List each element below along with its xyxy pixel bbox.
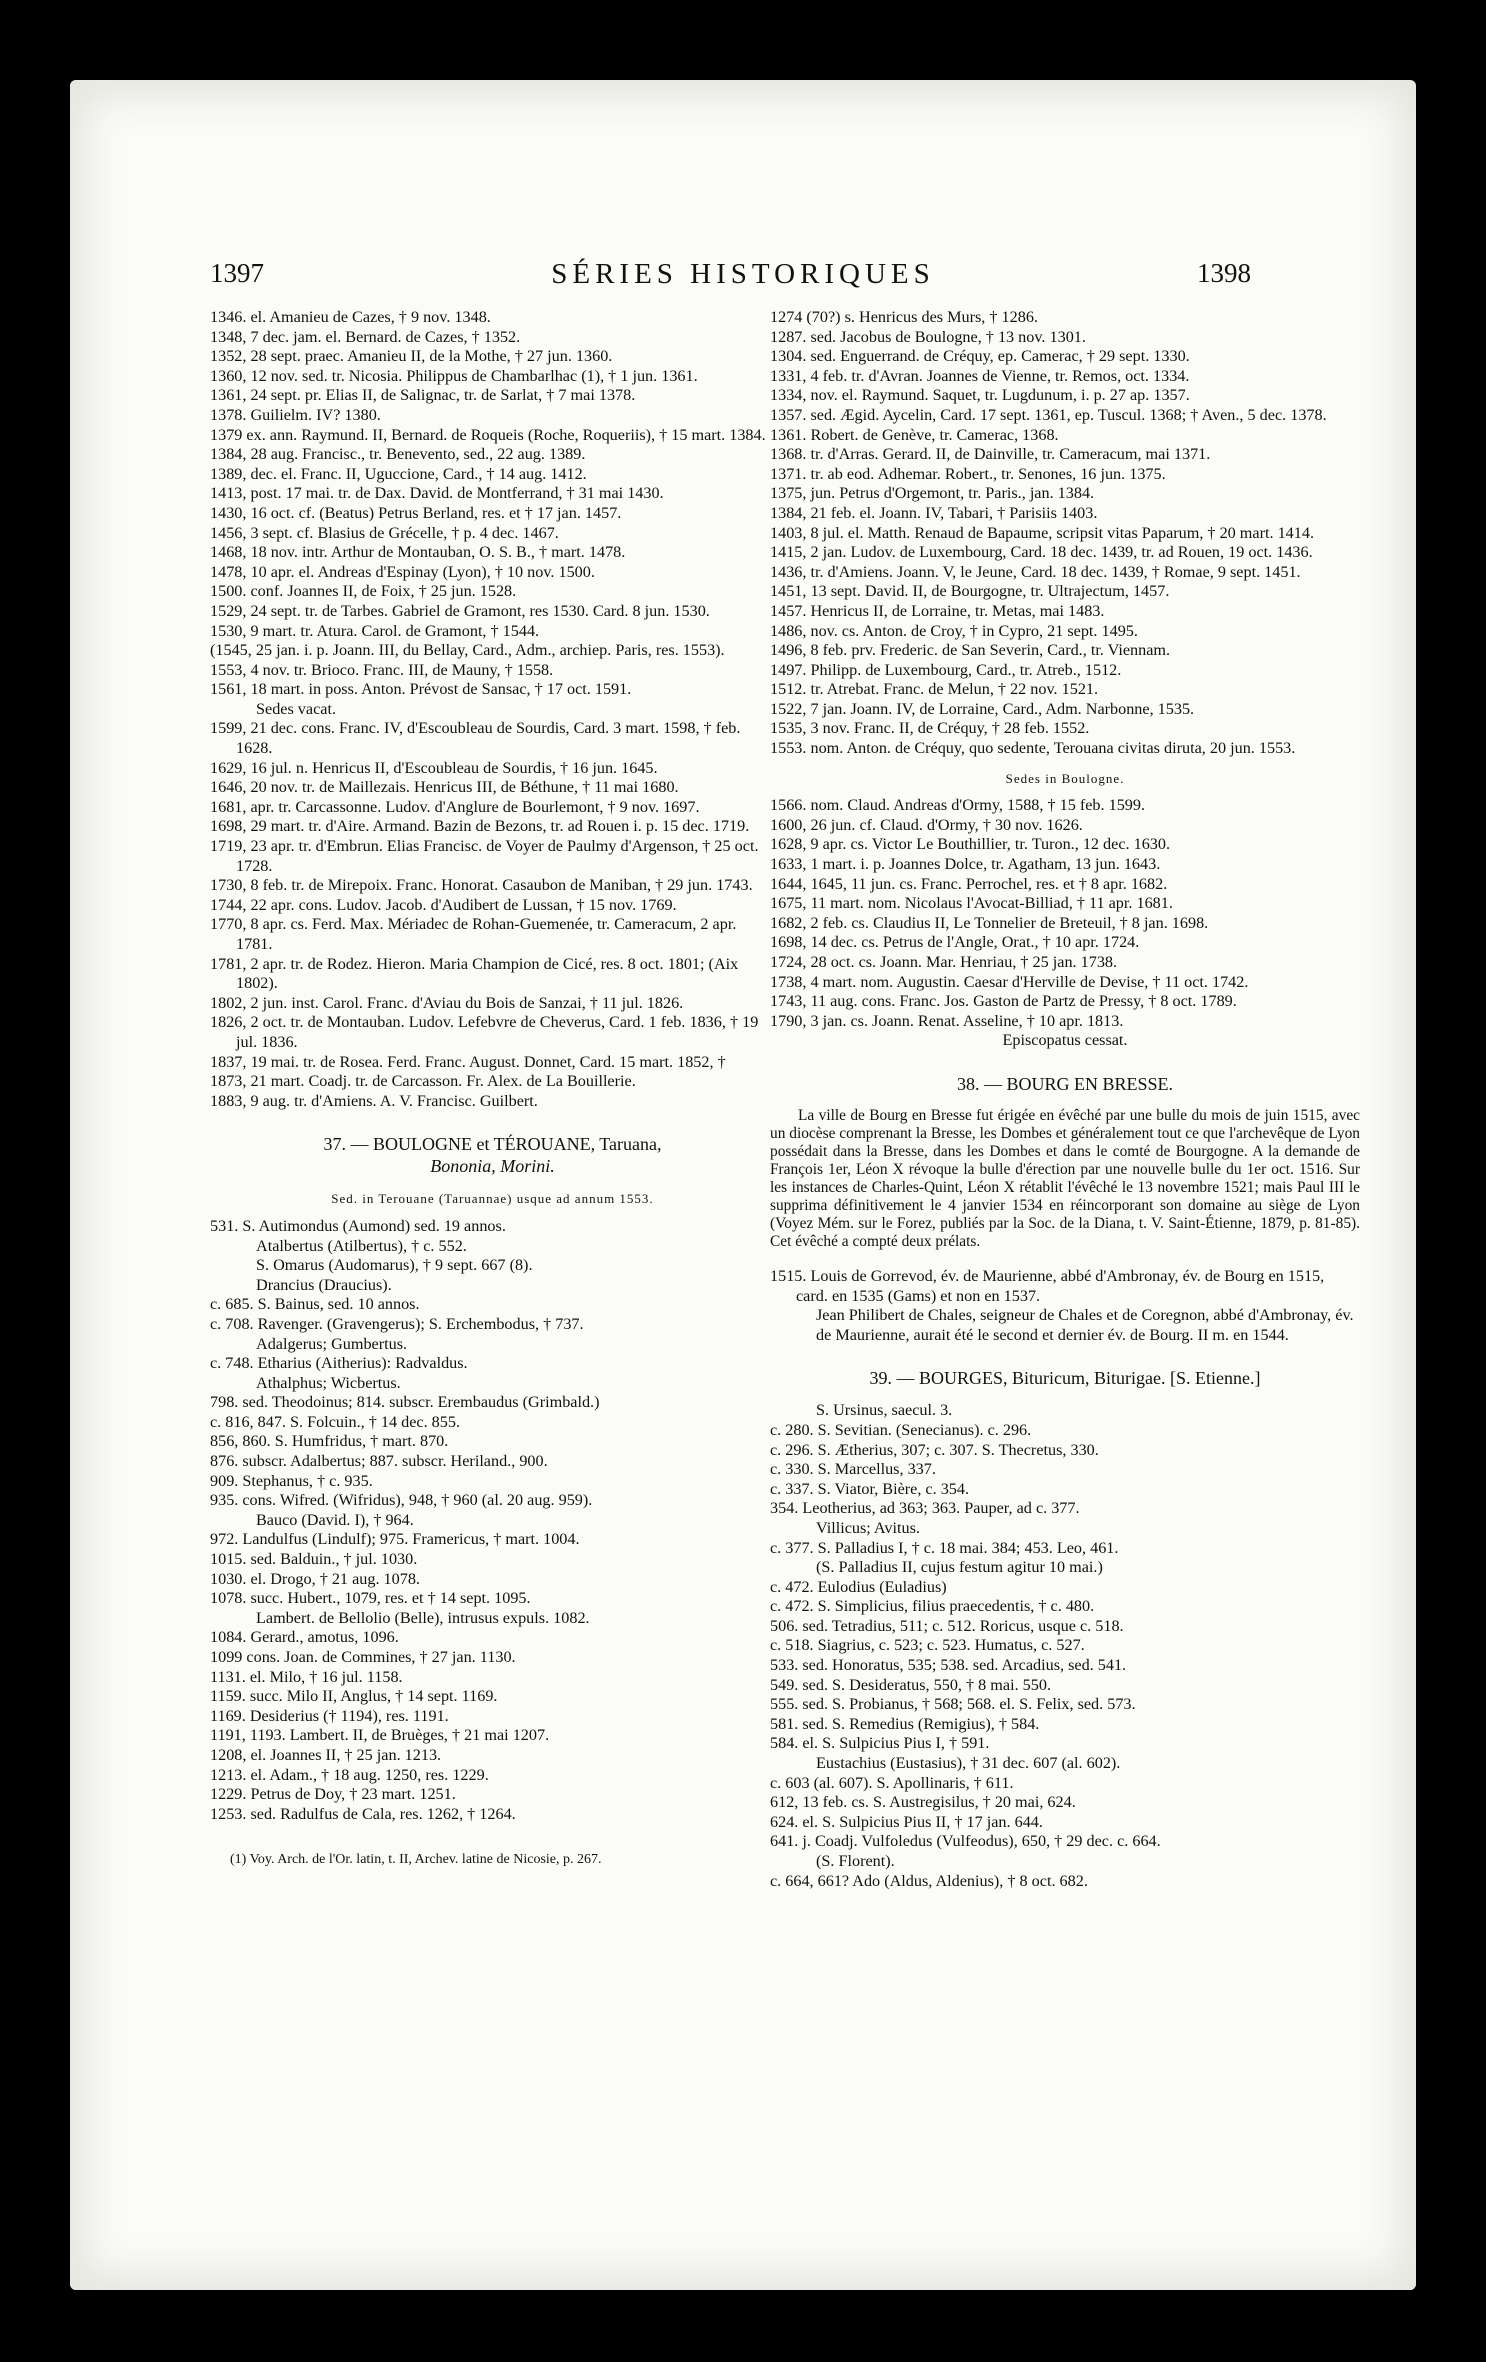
list-entry: 1719, 23 apr. tr. d'Embrun. Elias Francisc. de Voyer de Paulmy d'Argenson, † 25 oct. 1728. xyxy=(210,837,759,875)
list-entry: 1208, el. Joannes II, † 25 jan. 1213. xyxy=(210,1745,442,1764)
document-page xyxy=(70,80,1416,2290)
list-entry: 549. sed. S. Desideratus, 550, † 8 mai. 550. xyxy=(770,1675,1052,1694)
bourges-list xyxy=(770,1401,1360,1891)
list-entry: 1682, 2 feb. cs. Claudius II, Le Tonnelier de Breteuil, † 8 jan. 1698. xyxy=(770,913,1209,932)
list-entry: 1826, 2 oct. tr. de Montauban. Ludov. Lefebvre de Cheverus, Card. 1 feb. 1836, † 19 jul. 1836. xyxy=(210,1013,759,1051)
sedes-boulogne: Sedes in Boulogne. xyxy=(1005,770,1125,786)
section-37-heading xyxy=(210,1133,775,1177)
list-entry: 1430, 16 oct. cf. (Beatus) Petrus Berland, res. et † 17 jan. 1457. xyxy=(210,503,622,522)
list-entry: 1561, 18 mart. in poss. Anton. Prévost de Sansac, † 17 oct. 1591. xyxy=(210,680,632,699)
section-39-title: 39. — BOURGES, Bituricum, Biturigae. [S. Etienne.] xyxy=(869,1368,1261,1389)
list-entry: 1378. Guilielm. IV? 1380. xyxy=(210,405,381,424)
list-entry: 1781, 2 apr. tr. de Rodez. Hieron. Maria Champion de Cicé, res. 8 oct. 1801; (Aix 1802). xyxy=(210,954,739,993)
page-number-left: 1397 xyxy=(210,258,264,288)
list-entry: 1352, 28 sept. praec. Amanieu II, de la Mothe, † 27 jun. 1360. xyxy=(210,347,613,366)
list-entry: 1566. nom. Claud. Andreas d'Ormy, 1588, † 15 feb. 1599. xyxy=(770,796,1146,815)
list-entry: 1253. sed. Radulfus de Cala, res. 1262, † 1264. xyxy=(210,1804,516,1823)
list-entry: 1229. Petrus de Doy, † 23 mart. 1251. xyxy=(210,1785,456,1804)
list-entry: 612, 13 feb. cs. S. Austregisilus, † 20 mai, 624. xyxy=(770,1793,1076,1812)
list-entry: 1457. Henricus II, de Lorraine, tr. Metas, mai 1483. xyxy=(770,601,1105,620)
list-entry: 1883, 9 aug. tr. d'Amiens. A. V. Francisc. Guilbert. xyxy=(210,1091,538,1110)
list-entry: 1368. tr. d'Arras. Gerard. II, de Dainville, tr. Cameracum, mai 1371. xyxy=(770,445,1211,464)
list-entry: S. Ursinus, saecul. 3. xyxy=(816,1401,953,1420)
list-entry: 1802, 2 jun. inst. Carol. Franc. d'Aviau du Bois de Sanzai, † 11 jul. 1826. xyxy=(210,993,684,1012)
list-entry: 856, 860. S. Humfridus, † mart. 870. xyxy=(210,1432,449,1451)
list-entry: c. 664, 661? Ado (Aldus, Aldenius), † 8 oct. 682. xyxy=(770,1871,1088,1890)
list-entry: 1629, 16 jul. n. Henricus II, d'Escoubleau de Sourdis, † 16 jun. 1645. xyxy=(210,758,658,777)
list-entry: (S. Palladius II, cujus festum agitur 10 mai.) xyxy=(816,1558,1103,1577)
list-entry: 1436, tr. d'Amiens. Joann. V, le Jeune, Card. 18 dec. 1439, † Romae, 9 sept. 1451. xyxy=(770,562,1301,581)
list-entry: c. 816, 847. S. Folcuin., † 14 dec. 855. xyxy=(210,1412,460,1431)
section-37-subtitle: Bononia, Morini. xyxy=(430,1156,555,1177)
list-entry: 909. Stephanus, † c. 935. xyxy=(210,1471,373,1490)
list-entry: 1371. tr. ab eod. Adhemar. Robert., tr. Senones, 16 jun. 1375. xyxy=(770,464,1166,483)
section-38-entry-cont: Jean Philibert de Chales, seigneur de Chales et de Coregnon, abbé d'Ambronay, év. de Maurienne, aurait été le second et dernier év. de Bourg. II m. en 1544. xyxy=(816,1306,1354,1344)
list-entry: 1529, 24 sept. tr. de Tarbes. Gabriel de Gramont, res 1530. Card. 8 jun. 1530. xyxy=(210,601,710,620)
list-entry: 1628, 9 apr. cs. Victor Le Bouthillier, tr. Turon., 12 dec. 1630. xyxy=(770,835,1171,854)
list-entry: 1451, 13 sept. David. II, de Bourgogne, tr. Ultrajectum, 1457. xyxy=(770,582,1170,601)
list-entry: 1744, 22 apr. cons. Ludov. Jacob. d'Audibert de Lussan, † 15 nov. 1769. xyxy=(210,895,677,914)
list-entry: 1384, 28 aug. Francisc., tr. Benevento, sed., 22 aug. 1389. xyxy=(210,445,586,464)
list-entry: 1530, 9 mart. tr. Atura. Carol. de Gramont, † 1544. xyxy=(210,621,540,640)
list-entry: 1553. nom. Anton. de Créquy, quo sedente, Terouana civitas diruta, 20 jun. 1553. xyxy=(770,739,1296,758)
list-entry: 1599, 21 dec. cons. Franc. IV, d'Escoubleau de Sourdis, Card. 3 mart. 1598, † feb. 1628. xyxy=(210,719,741,758)
list-entry: 1084. Gerard., amotus, 1096. xyxy=(210,1628,399,1647)
list-entry: 1361. Robert. de Genève, tr. Camerac, 1368. xyxy=(770,425,1059,444)
list-entry: c. 518. Siagrius, c. 523; c. 523. Humatus, c. 527. xyxy=(770,1636,1085,1655)
list-entry: 1030. el. Drogo, † 21 aug. 1078. xyxy=(210,1569,420,1588)
list-entry: (1545, 25 jan. i. p. Joann. III, du Bellay, Card., Adm., archiep. Paris, res. 1553). xyxy=(210,641,725,660)
list-entry: 584. el. S. Sulpicius Pius I, † 591. xyxy=(770,1734,990,1753)
list-entry: Drancius (Draucius). xyxy=(256,1275,392,1294)
list-entry: 1724, 28 oct. cs. Joann. Mar. Henriau, † 25 jan. 1738. xyxy=(770,953,1118,971)
list-entry: 1099 cons. Joan. de Commines, † 27 jan. 1130. xyxy=(210,1648,516,1666)
list-entry: 1486, nov. cs. Anton. de Croy, † in Cypro, 21 sept. 1495. xyxy=(770,621,1138,640)
footnote: (1) Voy. Arch. de l'Or. latin, t. II, Archev. latine de Nicosie, p. 267. xyxy=(230,1852,602,1868)
list-entry: 1698, 29 mart. tr. d'Aire. Armand. Bazin de Bezons, tr. ad Rouen i. p. 15 dec. 1719. xyxy=(210,817,750,836)
list-entry: 1361, 24 sept. pr. Elias II, de Salignac, tr. de Sarlat, † 7 mai 1378. xyxy=(210,386,636,405)
list-entry: c. 472. S. Simplicius, filius praecedentis, † c. 480. xyxy=(770,1597,1095,1616)
list-entry: 1681, apr. tr. Carcassonne. Ludov. d'Anglure de Bourlemont, † 9 nov. 1697. xyxy=(210,797,700,816)
list-entry: 1730, 8 feb. tr. de Mirepoix. Franc. Honorat. Casaubon de Maniban, † 29 jun. 1743. xyxy=(210,876,753,895)
list-entry: 1600, 26 jun. cf. Claud. d'Ormy, † 30 nov. 1626. xyxy=(770,815,1083,834)
list-entry: Athalphus; Wicbertus. xyxy=(256,1373,401,1392)
list-entry: Bauco (David. I), † 964. xyxy=(256,1510,414,1529)
list-entry: 1078. succ. Hubert., 1079, res. et † 14 sept. 1095. xyxy=(210,1589,531,1608)
bordeaux-list xyxy=(210,308,775,1111)
list-entry: 531. S. Autimondus (Aumond) sed. 19 annos. xyxy=(210,1216,506,1235)
list-entry: 641. j. Coadj. Vulfoledus (Vulfeodus), 650, † 29 dec. c. 664. xyxy=(770,1832,1161,1851)
list-entry: 1413, post. 17 mai. tr. de Dax. David. de Montferrand, † 31 mai 1430. xyxy=(210,484,664,503)
list-entry: Eustachius (Eustasius), † 31 dec. 607 (al. 602). xyxy=(816,1754,1121,1773)
list-entry: c. 296. S. Ætherius, 307; c. 307. S. Thecretus, 330. xyxy=(770,1440,1099,1459)
list-entry: 1360, 12 nov. sed. tr. Nicosia. Philippus de Chambarlhac (1), † 1 jun. 1361. xyxy=(210,366,698,385)
list-entry: 1159. succ. Milo II, Anglus, † 14 sept. 1169. xyxy=(210,1687,498,1706)
episcopatus-cessat: Episcopatus cessat. xyxy=(1002,1031,1128,1050)
list-entry: 1535, 3 nov. Franc. II, de Créquy, † 28 feb. 1552. xyxy=(770,719,1090,738)
list-entry: 1169. Desiderius († 1194), res. 1191. xyxy=(210,1706,449,1725)
list-entry: 555. sed. S. Probianus, † 568; 568. el. S. Felix, sed. 573. xyxy=(770,1695,1136,1714)
list-entry: 1644, 1645, 11 jun. cs. Franc. Perrochel, res. et † 8 apr. 1682. xyxy=(770,874,1168,893)
list-entry: 1522, 7 jan. Joann. IV, de Lorraine, Card., Adm. Narbonne, 1535. xyxy=(770,699,1195,718)
list-entry: 624. el. S. Sulpicius Pius II, † 17 jan. 644. xyxy=(770,1812,1043,1831)
list-entry: 1646, 20 nov. tr. de Maillezais. Henricus III, de Béthune, † 11 mai 1680. xyxy=(210,778,679,797)
list-entry: 1456, 3 sept. cf. Blasius de Grécelle, † p. 4 dec. 1467. xyxy=(210,523,559,542)
section-37-title: 37. — BOULOGNE et TÉROUANE, Taruana, xyxy=(323,1134,662,1155)
list-entry: 1375, jun. Petrus d'Orgemont, tr. Paris., jan. 1384. xyxy=(770,484,1095,503)
list-entry: c. 377. S. Palladius I, † c. 18 mai. 384; 453. Leo, 461. xyxy=(770,1538,1119,1557)
list-entry: c. 748. Etharius (Aitherius): Radvaldus. xyxy=(210,1354,468,1373)
list-entry: 935. cons. Wifred. (Wifridus), 948, † 960 (al. 20 aug. 959). xyxy=(210,1491,593,1510)
list-entry: c. 280. S. Sevitian. (Senecianus). c. 296. xyxy=(770,1420,1032,1439)
list-entry: 1468, 18 nov. intr. Arthur de Montauban, O. S. B., † mart. 1478. xyxy=(210,543,626,562)
list-entry: 1389, dec. el. Franc. II, Uguccione, Card., † 14 aug. 1412. xyxy=(210,464,587,483)
list-entry: Atalbertus (Atilbertus), † c. 552. xyxy=(256,1236,467,1255)
list-entry: 798. sed. Theodoinus; 814. subscr. Erembaudus (Grimbald.) xyxy=(210,1393,600,1412)
list-entry: 1675, 11 mart. nom. Nicolaus l'Avocat-Billiad, † 11 apr. 1681. xyxy=(770,894,1173,913)
list-entry: 1790, 3 jan. cs. Joann. Renat. Asseline, † 10 apr. 1813. xyxy=(770,1011,1124,1030)
list-entry: 876. subscr. Adalbertus; 887. subscr. Heriland., 900. xyxy=(210,1452,548,1471)
list-entry: 1478, 10 apr. el. Andreas d'Espinay (Lyon), † 10 nov. 1500. xyxy=(210,562,595,581)
list-entry: 1274 (70?) s. Henricus des Murs, † 1286. xyxy=(770,308,1038,326)
list-entry: 1357. sed. Ægid. Aycelin, Card. 17 sept. 1361, ep. Tuscul. 1368; † Aven., 5 dec. 1378. xyxy=(770,405,1327,424)
list-entry: Adalgerus; Gumbertus. xyxy=(256,1334,408,1353)
running-title: SÉRIES HISTORIQUES xyxy=(551,258,935,290)
list-entry: 1191, 1193. Lambert. II, de Bruèges, † 21 mai 1207. xyxy=(210,1726,550,1745)
list-entry: Sedes vacat. xyxy=(256,699,337,718)
list-entry: S. Omarus (Audomarus), † 9 sept. 667 (8). xyxy=(256,1256,533,1275)
list-entry: Lambert. de Bellolio (Belle), intrusus expuls. 1082. xyxy=(256,1608,590,1627)
list-entry: (S. Florent). xyxy=(816,1852,895,1870)
list-entry: 1334, nov. el. Raymund. Saquet, tr. Lugdunum, i. p. 27 ap. 1357. xyxy=(770,386,1190,405)
list-entry: c. 337. S. Viator, Bière, c. 354. xyxy=(770,1479,970,1498)
section-38-paragraph: La ville de Bourg en Bresse fut érigée en évêché par une bulle du mois de juin 1515, avec un diocèse comprenant la Bresse, les Dombes et généralement tout ce que l'archevêque de Lyon possédait dans la Bresse, dans les Dombes et dans le comté de Bourgogne. A la demande de François 1er, Léon X révoque la bulle d'érection par une nouvelle bulle du 1er oct. 1516. Sur les instances de Charles-Quint, Léon X rétablit l'évêché le 13 novembre 1521; mais Paul III le supprima définitivement le 4 janvier 1534 en réincorporant son domaine au siège de Lyon (Voyez Mém. sur le Forez, publiés par la Soc. de la Diana, t. V. Saint-Étienne, 1879, p. 81-85). Cet évêché a compté deux prélats. xyxy=(770,1106,1360,1250)
list-entry: 1633, 1 mart. i. p. Joannes Dolce, tr. Agatham, 13 jun. 1643. xyxy=(770,855,1161,874)
list-entry: 1348, 7 dec. jam. el. Bernard. de Cazes, † 1352. xyxy=(210,327,521,346)
list-entry: 506. sed. Tetradius, 511; c. 512. Roricus, usque c. 518. xyxy=(770,1616,1124,1635)
list-entry: 1384, 21 feb. el. Joann. IV, Tabari, † Parisiis 1403. xyxy=(770,503,1098,522)
sedes-terouane: Sed. in Terouane (Taruannae) usque ad annum 1553. xyxy=(331,1191,654,1207)
list-entry: 1497. Philipp. de Luxembourg, Card., tr. Atreb., 1512. xyxy=(770,660,1122,679)
list-entry: 1403, 8 jul. el. Matth. Renaud de Bapaume, scripsit vitas Paparum, † 20 mart. 1414. xyxy=(770,523,1314,542)
list-entry: 1287. sed. Jacobus de Boulogne, † 13 nov. 1301. xyxy=(770,327,1086,346)
list-entry: 1500. conf. Joannes II, de Foix, † 25 jun. 1528. xyxy=(210,582,517,601)
section-39-heading xyxy=(770,1367,1360,1389)
terouane-list xyxy=(210,1217,775,1824)
list-entry: c. 472. Eulodius (Euladius) xyxy=(770,1577,947,1596)
page-number-right: 1398 xyxy=(1197,258,1251,288)
section-38-heading xyxy=(770,1073,1360,1095)
list-entry: 533. sed. Honoratus, 535; 538. sed. Arcadius, sed. 541. xyxy=(770,1656,1127,1675)
list-entry: 1837, 19 mai. tr. de Rosea. Ferd. Franc. August. Donnet, Card. 15 mart. 1852, † xyxy=(210,1052,726,1071)
list-entry: 1304. sed. Enguerrand. de Créquy, ep. Camerac, † 29 sept. 1330. xyxy=(770,347,1190,366)
page-header xyxy=(70,258,1416,298)
list-entry: c. 685. S. Bainus, sed. 10 annos. xyxy=(210,1295,420,1314)
list-entry: 1331, 4 feb. tr. d'Avran. Joannes de Vienne, tr. Remos, oct. 1334. xyxy=(770,366,1190,385)
left-column xyxy=(210,308,775,1884)
list-entry: Villicus; Avitus. xyxy=(816,1518,920,1537)
right-column xyxy=(770,308,1360,1891)
list-entry: 1553, 4 nov. tr. Brioco. Franc. III, de Mauny, † 1558. xyxy=(210,660,554,679)
list-entry: 1346. el. Amanieu de Cazes, † 9 nov. 1348. xyxy=(210,308,491,326)
list-entry: c. 708. Ravenger. (Gravengerus); S. Erchembodus, † 737. xyxy=(210,1314,584,1333)
section-38-entry: 1515. Louis de Gorrevod, év. de Maurienne, abbé d'Ambronay, év. de Bourg en 1515, card. en 1535 (Gams) et non en 1537. xyxy=(770,1266,1325,1305)
list-entry: c. 330. S. Marcellus, 337. xyxy=(770,1460,936,1479)
list-entry: 1738, 4 mart. nom. Augustin. Caesar d'Herville de Devise, † 11 oct. 1742. xyxy=(770,972,1249,991)
list-entry: c. 603 (al. 607). S. Apollinaris, † 611. xyxy=(770,1773,1014,1792)
list-entry: 1131. el. Milo, † 16 jul. 1158. xyxy=(210,1667,403,1686)
list-entry: 1213. el. Adam., † 18 aug. 1250, res. 1229. xyxy=(210,1765,489,1784)
list-entry: 354. Leotherius, ad 363; 363. Pauper, ad c. 377. xyxy=(770,1499,1080,1518)
list-entry: 1496, 8 feb. prv. Frederic. de San Severin, Card., tr. Viennam. xyxy=(770,641,1171,660)
list-entry: 1873, 21 mart. Coadj. tr. de Carcasson. Fr. Alex. de La Bouillerie. xyxy=(210,1072,636,1091)
list-entry: 1770, 8 apr. cs. Ferd. Max. Mériadec de Rohan-Guemenée, tr. Cameracum, 2 apr. 1781. xyxy=(210,915,737,953)
list-entry: 1743, 11 aug. cons. Franc. Jos. Gaston de Partz de Pressy, † 8 oct. 1789. xyxy=(770,992,1237,1011)
boulogne-list xyxy=(770,796,1360,1031)
list-entry: 1015. sed. Balduin., † jul. 1030. xyxy=(210,1550,418,1569)
list-entry: 972. Landulfus (Lindulf); 975. Framericus, † mart. 1004. xyxy=(210,1530,580,1549)
list-entry: 1698, 14 dec. cs. Petrus de l'Angle, Orat., † 10 apr. 1724. xyxy=(770,933,1140,952)
list-entry: 1379 ex. ann. Raymund. II, Bernard. de Roqueis (Roche, Roqueriis), † 15 mart. 1384. xyxy=(210,425,766,444)
section-38-title: 38. — BOURG EN BRESSE. xyxy=(956,1073,1174,1094)
terouane-list-cont xyxy=(770,308,1360,759)
list-entry: 1415, 2 jan. Ludov. de Luxembourg, Card. 18 dec. 1439, tr. ad Rouen, 19 oct. 1436. xyxy=(770,543,1313,562)
list-entry: 581. sed. S. Remedius (Remigius), † 584. xyxy=(770,1714,1040,1733)
list-entry: 1512. tr. Atrebat. Franc. de Melun, † 22 nov. 1521. xyxy=(770,680,1099,699)
